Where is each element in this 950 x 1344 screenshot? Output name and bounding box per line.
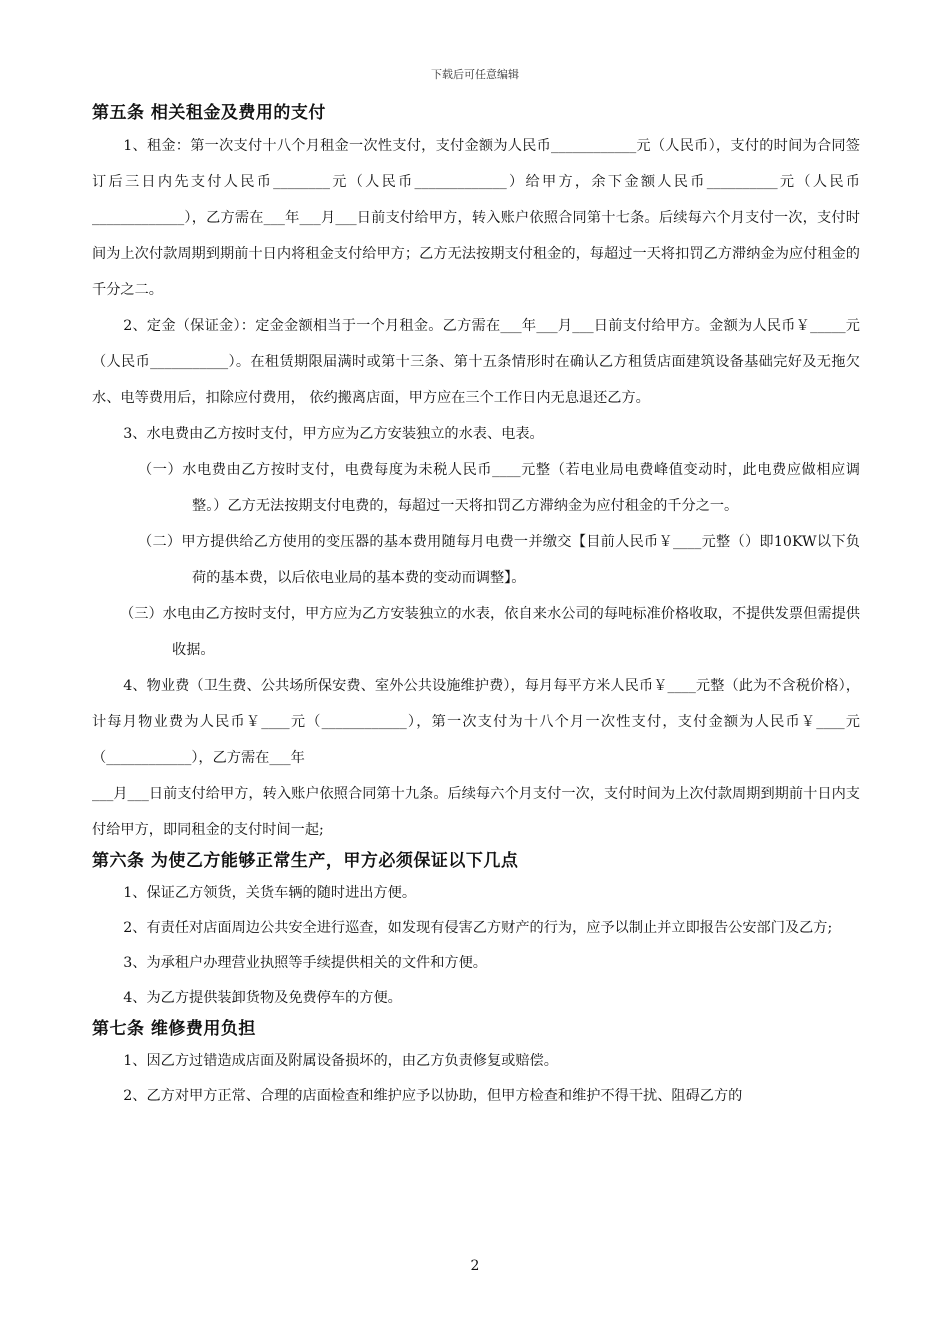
section-6-item-4: 4、为乙方提供装卸货物及免费停车的方便。 [123, 990, 402, 1006]
section-6-item-2: 2、有责任对店面周边公共安全进行巡查，如发现有侵害乙方财产的行为，应予以制止并立即报告公安部门及乙方; [123, 920, 833, 936]
section-6-title: 第六条 为使乙方能够正常生产，甲方必须保证以下几点 [92, 851, 519, 871]
section-7-item-2: 2、乙方对甲方正常、合理的店面检查和维护应予以协助，但甲方检查和维护不得干扰、阻碍乙方的 [123, 1088, 743, 1104]
section-5-title: 第五条 相关租金及费用的支付 [92, 103, 326, 123]
section-5-para-2: 2、定金（保证金）：定金金额相当于一个月租金。乙方需在___年___月___日前支付给甲方。金额为人民币￥_____元（人民币___________）。在租赁期限届满时或第十三条、第十五条情形时在确认乙方租赁店面建筑设备基础完好及无拖欠水、电等费用后，扣除应付费用， 依约搬离店面，甲方应在三个工作日内无息退还乙方。 [92, 318, 860, 406]
page-number: 2 [470, 1258, 480, 1274]
section-7-item-1: 1、因乙方过错造成店面及附属设备损坏的，由乙方负责修复或赔偿。 [123, 1053, 558, 1069]
section-5-subitem-3: （三）水电由乙方按时支付，甲方应为乙方安装独立的水表，依自来水公司的每吨标准价格收取，不提供发票但需提供收据。 [120, 606, 860, 658]
header-note: 下载后可任意编辑 [431, 68, 519, 81]
section-5-subitem-1: （一）水电费由乙方按时支付，电费每度为未税人民币____元整（若电业局电费峰值变动时，此电费应做相应调整。）乙方无法按期支付电费的，每超过一天将扣罚乙方滞纳金为应付租金的千分之一。 [138, 462, 860, 514]
section-6-item-3: 3、为承租户办理营业执照等手续提供相关的文件和方便。 [123, 955, 487, 971]
section-5-para-3: 3、水电费由乙方按时支付，甲方应为乙方安装独立的水表、电表。 [123, 426, 544, 442]
section-7-title: 第七条 维修费用负担 [92, 1019, 256, 1039]
section-5-para-1: 1、租金：第一次支付十八个月租金一次性支付，支付金额为人民币____________元（人民币），支付的时间为合同签订后三日内先支付人民币________元（人民币_____________）给甲方，余下金额人民币__________元（人民币_____________），乙方需在___年___月___日前支付给甲方，转入账户依照合同第十七条。后续每六个月支付一次，支付时间为上次付款周期到期前十日内将租金支付给甲方；乙方无法按期支付租金的，每超过一天将扣罚乙方滞纳金为应付租金的千分之二。 [92, 138, 860, 298]
section-5-para-4: 4、物业费（卫生费、公共场所保安费、室外公共设施维护费），每月每平方米人民币￥____元整（此为不含税价格），计每月物业费为人民币￥____元（____________），第一次支付为十八个月一次性支付，支付金额为人民币￥____元（____________），乙方需在___年 [92, 678, 860, 766]
section-6-item-1: 1、保证乙方领货，关货车辆的随时进出方便。 [123, 885, 417, 901]
section-5-para-4-cont: ___月___日前支付给甲方，转入账户依照合同第十九条。后续每六个月支付一次，支付时间为上次付款周期到期前十日内支付给甲方，即同租金的支付时间一起; [92, 786, 860, 838]
document-body [92, 100, 860, 1114]
section-5-subitem-2: （二）甲方提供给乙方使用的变压器的基本费用随每月电费一并缴交【目前人民币￥____元整（）即10KW以下负荷的基本费，以后依电业局的基本费的变动而调整】。 [138, 534, 860, 586]
